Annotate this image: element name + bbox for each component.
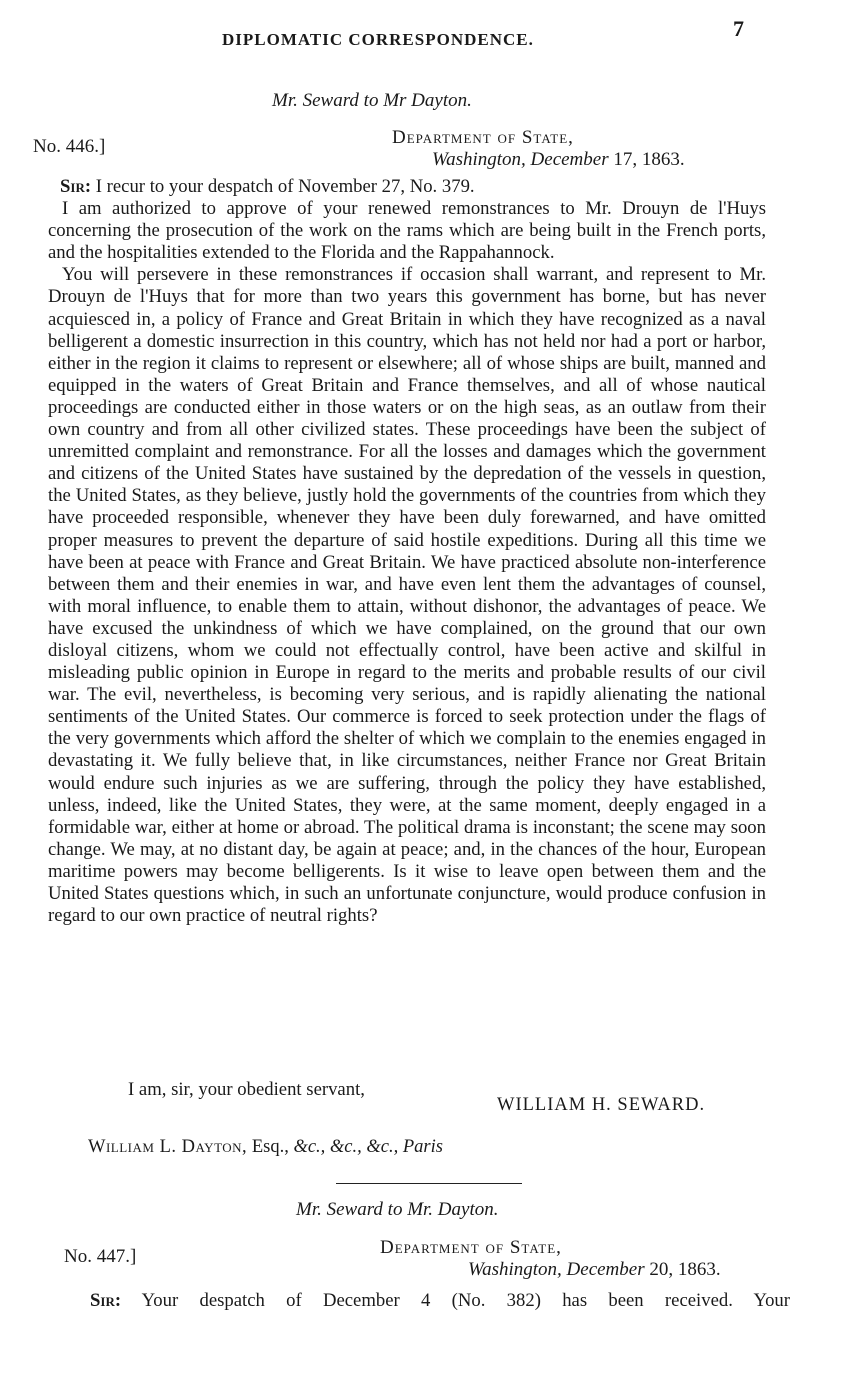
letter1-paragraph-1-text: I recur to your despatch of November 27, No. 379. bbox=[91, 176, 475, 197]
letter1-salutation: Sir: bbox=[60, 176, 92, 197]
letter1-paragraph-1 bbox=[48, 176, 766, 198]
letter1-signature: WILLIAM H. SEWARD. bbox=[497, 1095, 706, 1115]
letter1-closing: I am, sir, your obedient servant, bbox=[128, 1079, 365, 1100]
letter2-heading: Mr. Seward to Mr. Dayton. bbox=[296, 1199, 499, 1220]
letter1-heading: Mr. Seward to Mr Dayton. bbox=[272, 90, 472, 111]
letter2-dateline bbox=[380, 1237, 721, 1281]
letter2-department: Department of State, bbox=[380, 1237, 562, 1258]
letter2-date: 20, 1863. bbox=[644, 1259, 721, 1280]
letter1-place: Washington, December bbox=[432, 149, 609, 170]
letter1-date: 17, 1863. bbox=[608, 149, 685, 170]
letter1-paragraph-2: I am authorized to approve of your renewed remonstrances to Mr. Drouyn de l'Huys concerning the prosecution of the work on the rams which are being built in the French ports, and the hospitalities extended to the Florida and the Rappahannock. bbox=[48, 198, 766, 264]
letter1-paragraph-3: You will persevere in these remonstrances if occasion shall warrant, and represent to Mr. Drouyn de l'Huys that for more than two years this government has borne, but has never acquiesced in, a policy of France and Great Britain in which they have recognized as a naval belligerent a domestic insurrection in this country, which has not held nor had a port or harbor, either in the region it claims to represent or elsewhere; all of whose ships are built, manned and equipped in the waters of Great Britain and France themselves, and all of whose nautical proceedings are conducted either in those waters or on the high seas, as an outlaw from their own country and from all other civilized states. These proceedings have been the subject of unremitted complaint and remonstrance. For all the losses and damages which the government and citizens of the United States have sustained by the depredation of the vessels in question, the United States, as they believe, justly hold the governments of the countries from which they have proceeded responsible, whenever they have been duly forewarned, and have omitted proper measures to prevent the departure of said hostile expeditions. During all this time we have been at peace with France and Great Britain. We have practiced absolute non-interference between them and their enemies in war, and have even lent them the advantages of counsel, with moral influence, to enable them to attain, without dishonor, the advantages of peace. We have excused the unkindness of which we have complained, on the ground that our own disloyal citizens, whom we could not effectually control, have been active and skilful in misleading public opinion in Europe in regard to the merits and probable results of our civil war. The evil, nevertheless, is becoming very serious, and is rapidly alienating the national sentiments of the United States. Our commerce is forced to seek protection under the flags of the very governments which afford the shelter of which we complain to the enemies engaged in devastating it. We fully believe that, in like circumstances, neither France nor Great Britain would endure such injuries as we are suffering, through the policy they have established, unless, indeed, like the United States, they were, at the same moment, deeply engaged in a formidable war, either at home or abroad. The political drama is inconstant; the scene may soon change. We may, at no distant day, be again at peace; and, in the chances of the hour, European maritime powers may become belligerents. Is it wise to leave open between them and the United States questions which, in such an unfortunate conjuncture, would produce confusion in regard to our own practice of neutral rights? bbox=[48, 264, 766, 927]
letter2-first-line bbox=[90, 1290, 790, 1312]
letter2-number: No. 447.] bbox=[64, 1246, 137, 1267]
letter1-body bbox=[48, 176, 766, 927]
letter2-place: Washington, December bbox=[468, 1259, 645, 1280]
letter2-place-date bbox=[380, 1259, 721, 1281]
addressee-etc: &c., &c., &c., Paris bbox=[293, 1137, 443, 1157]
page-number: 7 bbox=[733, 16, 744, 41]
letter1-department: Department of State, bbox=[392, 127, 574, 148]
letter1-number: No. 446.] bbox=[33, 136, 106, 157]
letter2-salutation: Sir: bbox=[90, 1290, 122, 1311]
running-title: DIPLOMATIC CORRESPONDENCE. bbox=[222, 30, 534, 49]
letter2-text: Your despatch of December 4 (No. 382) has been received. Your bbox=[121, 1290, 790, 1311]
letter1-place-date bbox=[392, 149, 685, 171]
addressee-name: William L. Dayton, bbox=[88, 1137, 248, 1157]
letter1-addressee bbox=[88, 1137, 443, 1158]
addressee-title: Esq., bbox=[247, 1137, 294, 1157]
letter1-dateline bbox=[392, 127, 685, 171]
section-divider bbox=[336, 1183, 522, 1184]
